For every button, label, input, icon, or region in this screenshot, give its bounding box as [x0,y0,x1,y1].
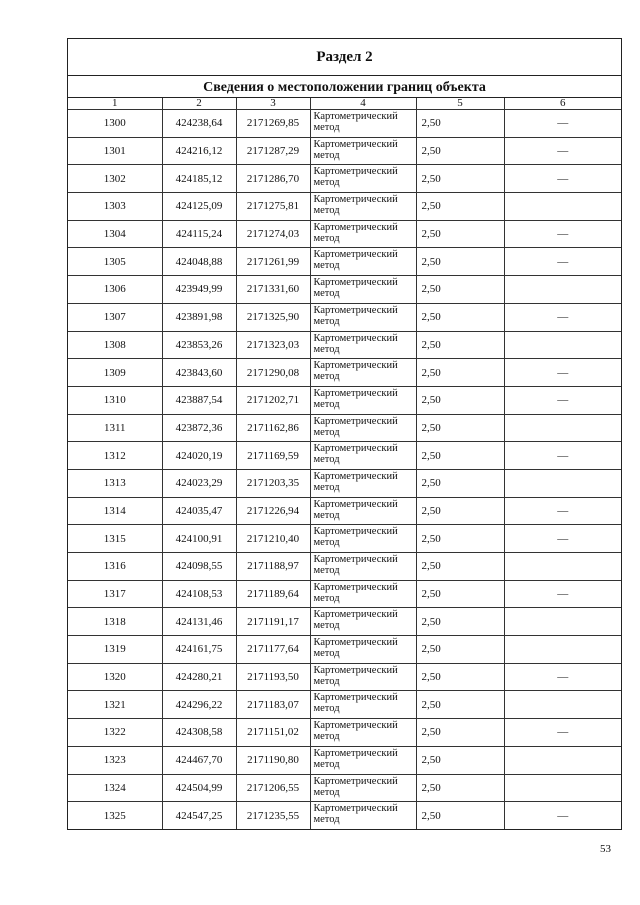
accuracy-cell: 2,50 [416,193,504,221]
point-number-cell: 1322 [68,719,162,747]
table-row [68,663,621,691]
accuracy-cell: 2,50 [416,165,504,193]
point-number-cell: 1300 [68,110,162,138]
accuracy-cell: 2,50 [416,414,504,442]
accuracy-cell: 2,50 [416,802,504,830]
point-number-cell: 1319 [68,636,162,664]
y-coordinate-cell: 2171151,02 [236,719,310,747]
y-coordinate-cell: 2171189,64 [236,580,310,608]
accuracy-cell: 2,50 [416,303,504,331]
section-title: Раздел 2 [68,39,621,76]
accuracy-cell: 2,50 [416,442,504,470]
table-row [68,746,621,774]
table-row [68,165,621,193]
method-cell: Картометрический метод [310,359,416,387]
x-coordinate-cell: 424467,70 [162,746,236,774]
description-cell [504,636,621,664]
y-coordinate-cell: 2171323,03 [236,331,310,359]
y-coordinate-cell: 2171183,07 [236,691,310,719]
table-row [68,220,621,248]
column-header-2: 2 [162,98,236,110]
y-coordinate-cell: 2171235,55 [236,802,310,830]
y-coordinate-cell: 2171177,64 [236,636,310,664]
y-coordinate-cell: 2171191,17 [236,608,310,636]
y-coordinate-cell: 2171287,29 [236,137,310,165]
method-cell: Картометрический метод [310,220,416,248]
x-coordinate-cell: 424185,12 [162,165,236,193]
accuracy-cell: 2,50 [416,110,504,138]
y-coordinate-cell: 2171325,90 [236,303,310,331]
table-row [68,497,621,525]
accuracy-cell: 2,50 [416,746,504,774]
x-coordinate-cell: 424131,46 [162,608,236,636]
table-row [68,580,621,608]
accuracy-cell: 2,50 [416,469,504,497]
x-coordinate-cell: 424023,29 [162,469,236,497]
y-coordinate-cell: 2171203,35 [236,469,310,497]
x-coordinate-cell: 424048,88 [162,248,236,276]
description-cell: — [504,802,621,830]
description-cell [504,691,621,719]
point-number-cell: 1306 [68,276,162,304]
table-row [68,469,621,497]
x-coordinate-cell: 424115,24 [162,220,236,248]
point-number-cell: 1314 [68,497,162,525]
accuracy-cell: 2,50 [416,220,504,248]
y-coordinate-cell: 2171286,70 [236,165,310,193]
description-cell: — [504,719,621,747]
point-number-cell: 1320 [68,663,162,691]
point-number-cell: 1318 [68,608,162,636]
method-cell: Картометрический метод [310,746,416,774]
y-coordinate-cell: 2171190,80 [236,746,310,774]
column-header-4: 4 [310,98,416,110]
method-cell: Картометрический метод [310,691,416,719]
table-row [68,359,621,387]
point-number-cell: 1321 [68,691,162,719]
y-coordinate-cell: 2171274,03 [236,220,310,248]
description-cell: — [504,580,621,608]
point-number-cell: 1315 [68,525,162,553]
x-coordinate-cell: 424020,19 [162,442,236,470]
accuracy-cell: 2,50 [416,497,504,525]
description-cell: — [504,525,621,553]
point-number-cell: 1301 [68,137,162,165]
method-cell: Картометрический метод [310,331,416,359]
x-coordinate-cell: 423872,36 [162,414,236,442]
method-cell: Картометрический метод [310,719,416,747]
accuracy-cell: 2,50 [416,359,504,387]
method-cell: Картометрический метод [310,580,416,608]
description-cell: — [504,110,621,138]
description-cell: — [504,442,621,470]
point-number-cell: 1309 [68,359,162,387]
method-cell: Картометрический метод [310,663,416,691]
y-coordinate-cell: 2171188,97 [236,553,310,581]
table-row [68,608,621,636]
accuracy-cell: 2,50 [416,553,504,581]
description-cell [504,608,621,636]
table-row [68,386,621,414]
accuracy-cell: 2,50 [416,774,504,802]
method-cell: Картометрический метод [310,802,416,830]
description-cell: — [504,663,621,691]
point-number-cell: 1316 [68,553,162,581]
point-number-cell: 1317 [68,580,162,608]
method-cell: Картометрический метод [310,525,416,553]
method-cell: Картометрический метод [310,497,416,525]
accuracy-cell: 2,50 [416,248,504,276]
accuracy-cell: 2,50 [416,608,504,636]
column-header-5: 5 [416,98,504,110]
x-coordinate-cell: 424161,75 [162,636,236,664]
method-cell: Картометрический метод [310,110,416,138]
method-cell: Картометрический метод [310,193,416,221]
table-row [68,137,621,165]
point-number-cell: 1304 [68,220,162,248]
accuracy-cell: 2,50 [416,719,504,747]
y-coordinate-cell: 2171202,71 [236,386,310,414]
column-header-6: 6 [504,98,621,110]
point-number-cell: 1325 [68,802,162,830]
y-coordinate-cell: 2171275,81 [236,193,310,221]
y-coordinate-cell: 2171206,55 [236,774,310,802]
description-cell [504,553,621,581]
point-number-cell: 1302 [68,165,162,193]
point-number-cell: 1311 [68,414,162,442]
x-coordinate-cell: 424108,53 [162,580,236,608]
point-number-cell: 1307 [68,303,162,331]
method-cell: Картометрический метод [310,248,416,276]
method-cell: Картометрический метод [310,137,416,165]
x-coordinate-cell: 424238,64 [162,110,236,138]
x-coordinate-cell: 424098,55 [162,553,236,581]
x-coordinate-cell: 424504,99 [162,774,236,802]
x-coordinate-cell: 423949,99 [162,276,236,304]
y-coordinate-cell: 2171290,08 [236,359,310,387]
description-cell [504,414,621,442]
table-row [68,276,621,304]
accuracy-cell: 2,50 [416,636,504,664]
x-coordinate-cell: 424296,22 [162,691,236,719]
y-coordinate-cell: 2171331,60 [236,276,310,304]
x-coordinate-cell: 423887,54 [162,386,236,414]
table-row [68,414,621,442]
x-coordinate-cell: 424280,21 [162,663,236,691]
table-row [68,110,621,138]
point-number-cell: 1313 [68,469,162,497]
description-cell [504,746,621,774]
x-coordinate-cell: 424547,25 [162,802,236,830]
accuracy-cell: 2,50 [416,525,504,553]
point-number-cell: 1308 [68,331,162,359]
description-cell: — [504,220,621,248]
method-cell: Картометрический метод [310,636,416,664]
point-number-cell: 1305 [68,248,162,276]
table-row [68,553,621,581]
accuracy-cell: 2,50 [416,691,504,719]
accuracy-cell: 2,50 [416,276,504,304]
description-cell [504,469,621,497]
description-cell: — [504,303,621,331]
y-coordinate-cell: 2171261,99 [236,248,310,276]
document-frame [67,38,622,830]
description-cell [504,774,621,802]
y-coordinate-cell: 2171226,94 [236,497,310,525]
method-cell: Картометрический метод [310,414,416,442]
x-coordinate-cell: 424100,91 [162,525,236,553]
x-coordinate-cell: 424216,12 [162,137,236,165]
method-cell: Картометрический метод [310,774,416,802]
accuracy-cell: 2,50 [416,663,504,691]
x-coordinate-cell: 424035,47 [162,497,236,525]
table-row [68,802,621,830]
table-row [68,193,621,221]
y-coordinate-cell: 2171169,59 [236,442,310,470]
x-coordinate-cell: 423853,26 [162,331,236,359]
accuracy-cell: 2,50 [416,386,504,414]
page-number: 53 [600,843,611,855]
y-coordinate-cell: 2171193,50 [236,663,310,691]
description-cell [504,331,621,359]
table-row [68,774,621,802]
table-row [68,303,621,331]
method-cell: Картометрический метод [310,386,416,414]
column-header-3: 3 [236,98,310,110]
method-cell: Картометрический метод [310,276,416,304]
description-cell: — [504,359,621,387]
description-cell [504,276,621,304]
table-row [68,442,621,470]
y-coordinate-cell: 2171162,86 [236,414,310,442]
method-cell: Картометрический метод [310,553,416,581]
accuracy-cell: 2,50 [416,137,504,165]
description-cell: — [504,248,621,276]
description-cell: — [504,165,621,193]
point-number-cell: 1324 [68,774,162,802]
table-row [68,525,621,553]
table-row [68,636,621,664]
table-row [68,248,621,276]
method-cell: Картометрический метод [310,469,416,497]
point-number-cell: 1312 [68,442,162,470]
accuracy-cell: 2,50 [416,331,504,359]
table-row [68,331,621,359]
boundary-coordinates-table [68,98,621,829]
method-cell: Картометрический метод [310,608,416,636]
y-coordinate-cell: 2171269,85 [236,110,310,138]
method-cell: Картометрический метод [310,442,416,470]
accuracy-cell: 2,50 [416,580,504,608]
x-coordinate-cell: 424308,58 [162,719,236,747]
x-coordinate-cell: 424125,09 [162,193,236,221]
description-cell: — [504,137,621,165]
point-number-cell: 1323 [68,746,162,774]
method-cell: Картометрический метод [310,303,416,331]
description-cell [504,193,621,221]
x-coordinate-cell: 423843,60 [162,359,236,387]
description-cell: — [504,497,621,525]
method-cell: Картометрический метод [310,165,416,193]
y-coordinate-cell: 2171210,40 [236,525,310,553]
column-header-1: 1 [68,98,162,110]
section-subtitle: Сведения о местоположении границ объекта [68,76,621,98]
point-number-cell: 1310 [68,386,162,414]
description-cell: — [504,386,621,414]
table-body [68,110,621,830]
table-row [68,691,621,719]
x-coordinate-cell: 423891,98 [162,303,236,331]
table-header-row [68,98,621,110]
table-row [68,719,621,747]
point-number-cell: 1303 [68,193,162,221]
